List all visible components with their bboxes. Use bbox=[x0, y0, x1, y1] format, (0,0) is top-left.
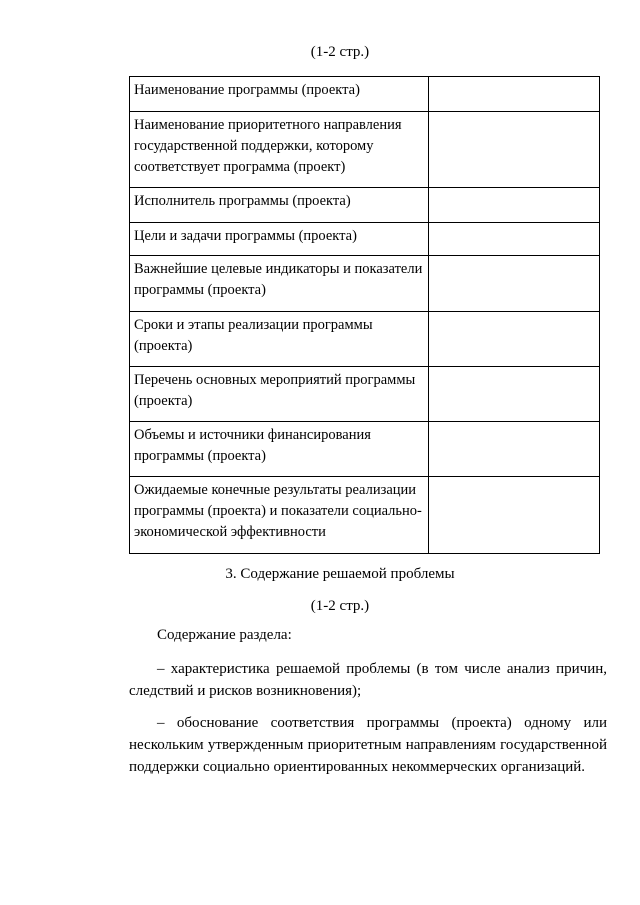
row-label: Объемы и источники финансирования программы (проекта) bbox=[130, 422, 429, 477]
row-label: Цели и задачи программы (проекта) bbox=[130, 223, 429, 256]
row-value-cell[interactable] bbox=[429, 77, 600, 112]
row-label: Исполнитель программы (проекта) bbox=[130, 188, 429, 223]
row-label: Ожидаемые конечные результаты реализации программы (проекта) и показатели социально-экономической эффективности bbox=[130, 477, 429, 554]
row-value-cell[interactable] bbox=[429, 367, 600, 422]
table-row bbox=[130, 422, 600, 477]
table-row bbox=[130, 112, 600, 188]
row-value-cell[interactable] bbox=[429, 223, 600, 256]
table-row bbox=[130, 256, 600, 312]
section-intro: Содержание раздела: bbox=[157, 627, 292, 643]
table-row bbox=[130, 223, 600, 256]
table-row bbox=[130, 477, 600, 554]
list-item-problem-characteristics: – характеристика решаемой проблемы (в том числе анализ причин, следствий и рисков возникновения); bbox=[129, 661, 607, 699]
table-row bbox=[130, 312, 600, 367]
row-value-cell[interactable] bbox=[429, 422, 600, 477]
row-value-cell[interactable] bbox=[429, 477, 600, 554]
row-label: Важнейшие целевые индикаторы и показатели программы (проекта) bbox=[130, 256, 429, 312]
row-value-cell[interactable] bbox=[429, 312, 600, 367]
row-value-cell[interactable] bbox=[429, 256, 600, 312]
program-passport-table bbox=[129, 76, 600, 554]
table-row bbox=[130, 188, 600, 223]
row-label: Наименование приоритетного направления государственной поддержки, которому соответствует программа (проект) bbox=[130, 112, 429, 188]
row-value-cell[interactable] bbox=[429, 188, 600, 223]
table-row bbox=[130, 367, 600, 422]
row-label: Сроки и этапы реализации программы (проекта) bbox=[130, 312, 429, 367]
pages-label-section: (1-2 стр.) bbox=[310, 598, 370, 614]
row-label: Перечень основных мероприятий программы (проекта) bbox=[130, 367, 429, 422]
pages-label-top: (1-2 стр.) bbox=[310, 44, 370, 60]
section-title: 3. Содержание решаемой проблемы bbox=[225, 566, 455, 582]
row-value-cell[interactable] bbox=[429, 112, 600, 188]
table-row bbox=[130, 77, 600, 112]
list-item-priority-compliance: – обоснование соответствия программы (проекта) одному или нескольким утвержденным приоритетным направлениям государственной поддержки социально ориентированных некоммерческих организаций. bbox=[129, 715, 607, 775]
row-label: Наименование программы (проекта) bbox=[130, 77, 429, 112]
